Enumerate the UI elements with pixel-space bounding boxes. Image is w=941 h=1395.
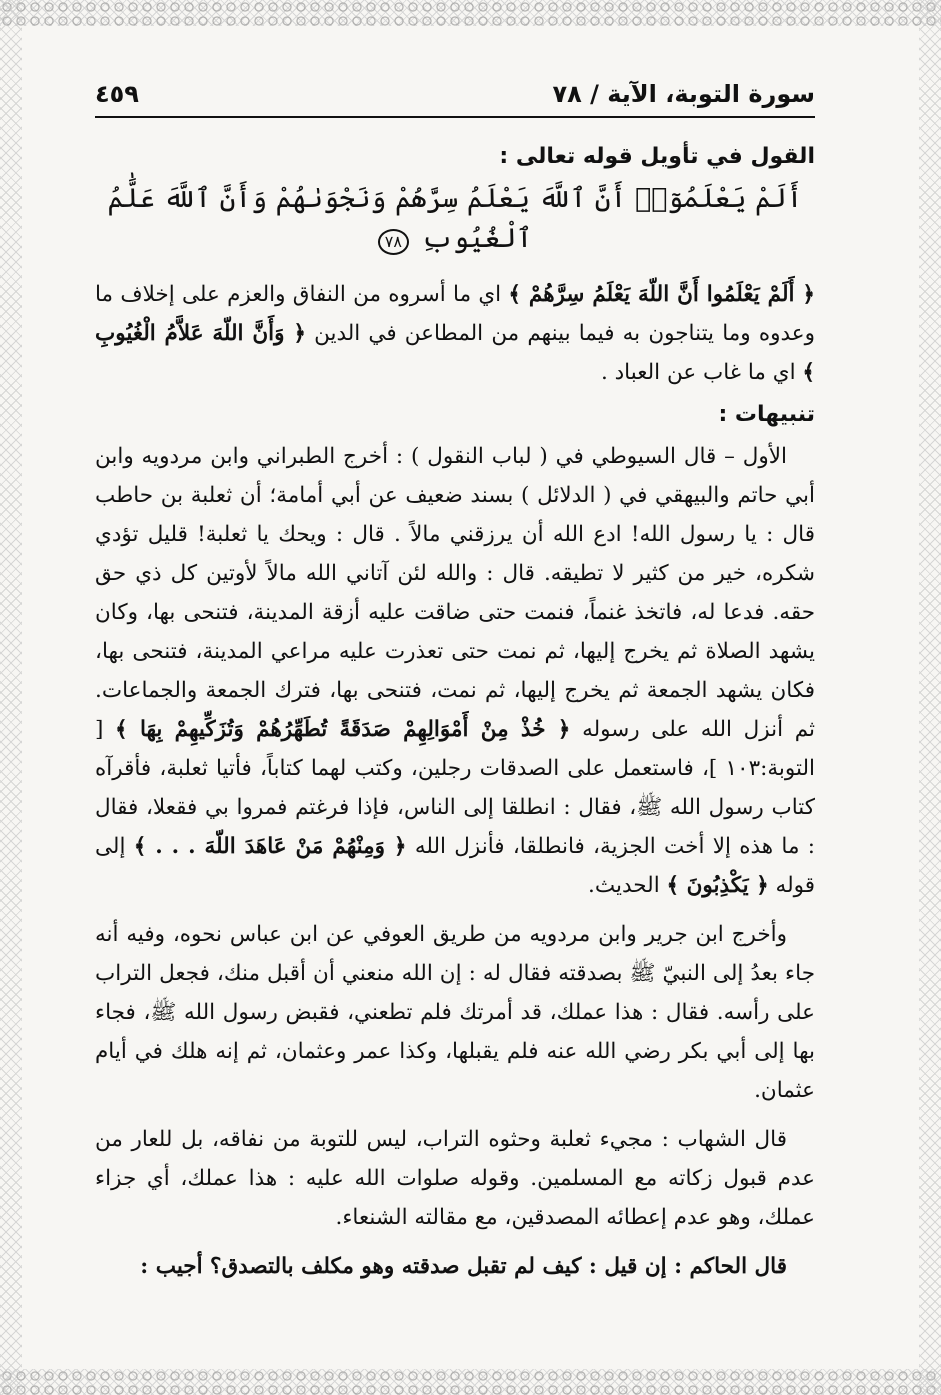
quote-1: ﴿ أَلَمْ يَعْلَمُوا أَنَّ اللّهَ يَعْلَمُ سِرَّهُمْ ﴾ [508, 282, 815, 307]
tafsir-text-1: اي ما أسروه من النفاق والعزم على إخلاف ما وعدوه وما يتناجون به فيما بينهم من المطاعن في الدين [95, 282, 815, 346]
tanbihat-heading: تنبيهات : [718, 402, 815, 427]
para1-quote-2: ﴿ وَمِنْهُمْ مَنْ عَاهَدَ اللّهَ . . . ﴾ [133, 834, 407, 859]
para1-text-d: الحديث. [588, 873, 667, 898]
para1-quote-3: ﴿ يَكْذِبُونَ ﴾ [666, 873, 769, 898]
page-border-right [919, 0, 941, 1395]
tafsir-text-2: اي ما غاب عن العباد . [600, 360, 803, 385]
verse-text: أَلَمْ يَعْلَمُوٓا۟ أَنَّ ٱللَّهَ يَعْلَمُ سِرَّهُمْ وَنَجْوَىٰهُمْ وَأَنَّ ٱللَّهَ عَلَّٰمُ ٱلْغُيُوبِ [107, 183, 803, 254]
section-heading: القول في تأويل قوله تعالى : [499, 144, 815, 169]
paragraph-hakim: قال الحاكم : إن قيل : كيف لم تقبل صدقته وهو مكلف بالتصدق؟ أجيب : [140, 1254, 787, 1279]
para1-quote: ﴿ خُذْ مِنْ أَمْوَالِهِمْ صَدَقَةً تُطَهِّرُهُمْ وَتُزَكِّيهِمْ بِهَا ﴾ [115, 717, 571, 742]
page-border-bottom [0, 1369, 941, 1395]
chapter-title: سورة التوبة، الآية / ٧٨ [552, 80, 815, 108]
para1-text-c: إلى قوله [95, 834, 815, 898]
running-header [95, 80, 815, 118]
tafsir-paragraph [95, 275, 815, 392]
page-border-left [0, 0, 22, 1395]
page-border-top [0, 0, 941, 26]
page-number: ٤٥٩ [95, 80, 139, 108]
paragraph-ibn-jarir: وأخرج ابن جرير وابن مردويه من طريق العوفي عن ابن عباس نحوه، وفيه أنه جاء بعدُ إلى النبيّ ﷺ بصدقته فقال له : إن الله منعني أن أقبل منك، فجعل التراب على رأسه. فقال : هذا عملك، قد أمرتك فلم تطعني، فقبض رسول الله ﷺ، فجاء بها إلى أبي بكر رضي الله عنه فلم يقبلها، وكذا عمر وعثمان، ثم إنه هلك في أيام عثمان. [95, 922, 815, 1103]
para1-text-a: الأول – قال السيوطي في ( لباب النقول ) : أخرج الطبراني وابن مردويه وابن أبي حاتم والبيهقي في ( الدلائل ) بسند ضعيف عن أبي أمامة؛ أن ثعلبة بن حاطب قال : يا رسول الله! ادع الله أن يرزقني مالاً . قال : ويحك يا ثعلبة! قليل تؤدي شكره، خير من كثير لا تطيقه. قال : والله لئن آتاني الله مالاً لأوتين كل ذي حق حقه. فدعا له، فاتخذ غنماً، فنمت حتى ضاقت عليه أزقة المدينة، فتنحى بها، وكان يشهد الصلاة ثم يخرج إليها، ثم نمت حتى تعذرت عليه مراعي المدينة، فتنحى بها، فكان يشهد الجمعة ثم يخرج إليها، ثم نمت، فتنحى بها، فترك الجمعة والجماعات. ثم أنزل الله على رسوله [95, 444, 815, 742]
paragraph-shihab: قال الشهاب : مجيء ثعلبة وحثوه التراب، ليس للتوبة من نفاقه، بل للعار من عدم قبول زكاته مع المسلمين. وقوله صلوات الله عليه : هذا عملك، أي جزاء عملك، وهو عدم إعطائه المصدقين، مع مقالته الشنعاء. [95, 1127, 815, 1230]
verse-number-marker: ٧٨ [378, 229, 409, 255]
paragraph-first-note [95, 437, 815, 905]
quran-verse [95, 179, 815, 259]
para1-text-b: [ التوبة:١٠٣ ]، فاستعمل على الصدقات رجلين، وكتب لهما كتاباً، فأتيا ثعلبة، فأقرآه كتاب رسول الله ﷺ، فقال : انطلقا إلى الناس، فإذا فرغتم فمروا بي فقعلا، فقال : ما هذه إلا أخت الجزية، فانطلقا، فأنزل الله [95, 717, 816, 859]
quote-2: ﴿ وَأَنَّ اللّهَ عَلاَّمُ الْغُيُوبِ ﴾ [95, 321, 815, 385]
book-page [95, 80, 815, 1296]
